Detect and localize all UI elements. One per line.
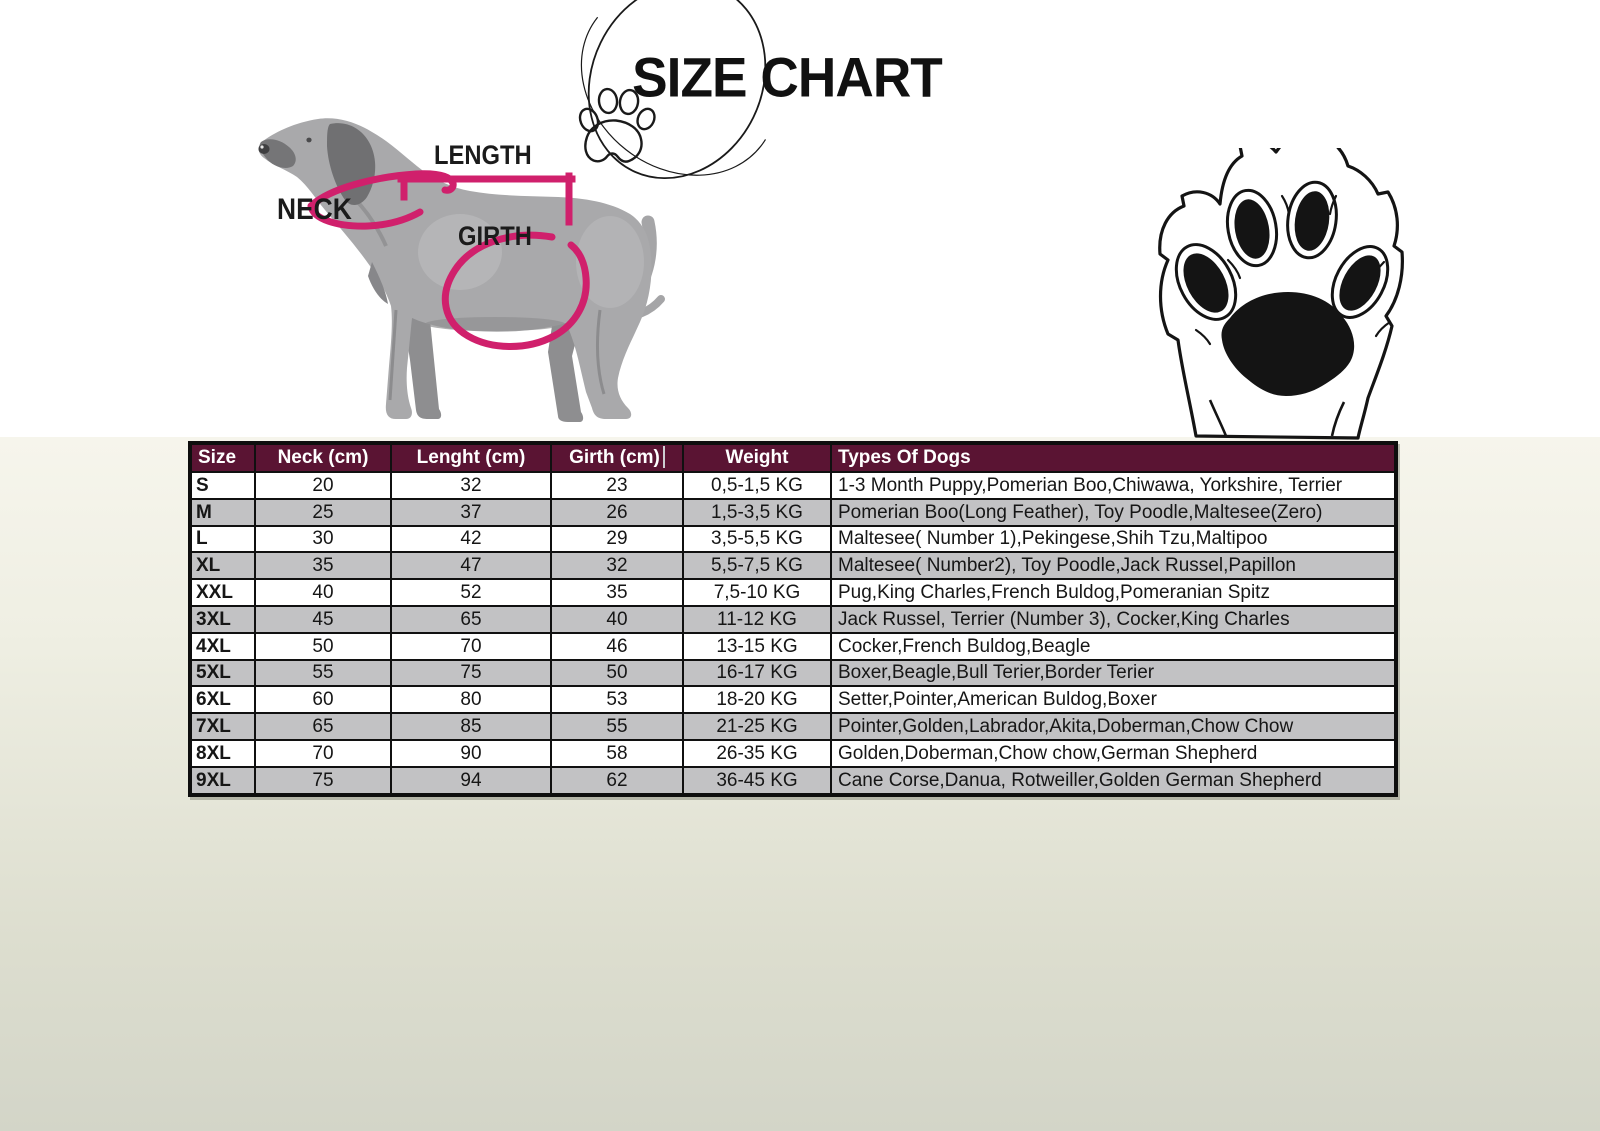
table-cell: 47 <box>391 552 551 579</box>
table-cell: M <box>190 499 255 526</box>
table-cell: Cocker,French Buldog,Beagle <box>831 633 1396 660</box>
table-cell: 94 <box>391 767 551 795</box>
table-cell: 65 <box>255 713 391 740</box>
table-cell: Cane Corse,Danua, Rotweiller,Golden German Shepherd <box>831 767 1396 795</box>
table-cell: 35 <box>551 579 683 606</box>
table-cell: 40 <box>551 606 683 633</box>
table-cell: 70 <box>391 633 551 660</box>
table-cell: 30 <box>255 526 391 553</box>
table-cell: 18-20 KG <box>683 686 831 713</box>
column-header-girth-cm[interactable]: Girth (cm) <box>551 443 683 472</box>
table-row <box>190 579 1396 606</box>
column-header-lenght-cm: Lenght (cm) <box>391 443 551 472</box>
table-cell: 70 <box>255 740 391 767</box>
table-cell: 26-35 KG <box>683 740 831 767</box>
table-cell: 40 <box>255 579 391 606</box>
table-cell: 55 <box>551 713 683 740</box>
table-cell: 37 <box>391 499 551 526</box>
table-cell: 90 <box>391 740 551 767</box>
table-row <box>190 686 1396 713</box>
table-row <box>190 552 1396 579</box>
table-cell: 50 <box>255 633 391 660</box>
table-cell: S <box>190 472 255 499</box>
table-cell: 21-25 KG <box>683 713 831 740</box>
table-cell: 7XL <box>190 713 255 740</box>
table-cell: 45 <box>255 606 391 633</box>
table-row <box>190 633 1396 660</box>
column-header-weight: Weight <box>683 443 831 472</box>
table-cell: 42 <box>391 526 551 553</box>
length-label: LENGTH <box>434 140 532 170</box>
table-cell: 26 <box>551 499 683 526</box>
table-cell: 7,5-10 KG <box>683 579 831 606</box>
table-cell: 4XL <box>190 633 255 660</box>
table-cell: 11-12 KG <box>683 606 831 633</box>
table-cell: 20 <box>255 472 391 499</box>
table-cell: Boxer,Beagle,Bull Terier,Border Terier <box>831 660 1396 687</box>
table-cell: 75 <box>255 767 391 795</box>
table-cell: Pomerian Boo(Long Feather), Toy Poodle,Maltesee(Zero) <box>831 499 1396 526</box>
table-cell: 46 <box>551 633 683 660</box>
table-cell: 32 <box>551 552 683 579</box>
table-row <box>190 606 1396 633</box>
table-cell: 16-17 KG <box>683 660 831 687</box>
table-cell: 58 <box>551 740 683 767</box>
table-cell: 5,5-7,5 KG <box>683 552 831 579</box>
table-cell: 75 <box>391 660 551 687</box>
dog-nose <box>259 144 270 154</box>
table-cell: Maltesee( Number2), Toy Poodle,Jack Russel,Papillon <box>831 552 1396 579</box>
large-paw-print-icon <box>1140 148 1410 440</box>
table-cell: 60 <box>255 686 391 713</box>
column-header-neck-cm: Neck (cm) <box>255 443 391 472</box>
table-cell: 23 <box>551 472 683 499</box>
table-cell: 52 <box>391 579 551 606</box>
table-row <box>190 499 1396 526</box>
table-cell: 32 <box>391 472 551 499</box>
table-cell: 85 <box>391 713 551 740</box>
table-cell: Jack Russel, Terrier (Number 3), Cocker,King Charles <box>831 606 1396 633</box>
table-cell: 3XL <box>190 606 255 633</box>
table-cell: 53 <box>551 686 683 713</box>
table-header <box>190 443 1396 472</box>
column-header-size: Size <box>190 443 255 472</box>
page-title: SIZE CHART <box>632 45 942 109</box>
column-header-types-of-dogs: Types Of Dogs <box>831 443 1396 472</box>
table-cell: 29 <box>551 526 683 553</box>
table-row <box>190 767 1396 795</box>
table-cell: 25 <box>255 499 391 526</box>
table-cell: 5XL <box>190 660 255 687</box>
table-cell: 0,5-1,5 KG <box>683 472 831 499</box>
table-cell: 9XL <box>190 767 255 795</box>
table-cell: 36-45 KG <box>683 767 831 795</box>
table-cell: Pointer,Golden,Labrador,Akita,Doberman,Chow Chow <box>831 713 1396 740</box>
table-cell: 50 <box>551 660 683 687</box>
girth-label: GIRTH <box>458 221 532 251</box>
text-cursor <box>663 446 665 468</box>
table-cell: Golden,Doberman,Chow chow,German Shepherd <box>831 740 1396 767</box>
table-cell: Pug,King Charles,French Buldog,Pomeranian Spitz <box>831 579 1396 606</box>
table-cell: XXL <box>190 579 255 606</box>
table-cell: 13-15 KG <box>683 633 831 660</box>
table-cell: 3,5-5,5 KG <box>683 526 831 553</box>
table-cell: 35 <box>255 552 391 579</box>
table-cell: 8XL <box>190 740 255 767</box>
table-cell: 1-3 Month Puppy,Pomerian Boo,Chiwawa, Yorkshire, Terrier <box>831 472 1396 499</box>
table-cell: Setter,Pointer,American Buldog,Boxer <box>831 686 1396 713</box>
table-cell: XL <box>190 552 255 579</box>
size-chart-table <box>188 441 1398 797</box>
table-cell: 1,5-3,5 KG <box>683 499 831 526</box>
table-cell: Maltesee( Number 1),Pekingese,Shih Tzu,Maltipoo <box>831 526 1396 553</box>
table-cell: 62 <box>551 767 683 795</box>
table-cell: 65 <box>391 606 551 633</box>
table-cell: 80 <box>391 686 551 713</box>
table-row <box>190 472 1396 499</box>
table-row <box>190 740 1396 767</box>
table-row <box>190 713 1396 740</box>
table-row <box>190 526 1396 553</box>
table-row <box>190 660 1396 687</box>
table-cell: 6XL <box>190 686 255 713</box>
table-cell: 55 <box>255 660 391 687</box>
dog-eye <box>306 138 311 143</box>
table-cell: L <box>190 526 255 553</box>
neck-label: NECK <box>277 193 352 226</box>
